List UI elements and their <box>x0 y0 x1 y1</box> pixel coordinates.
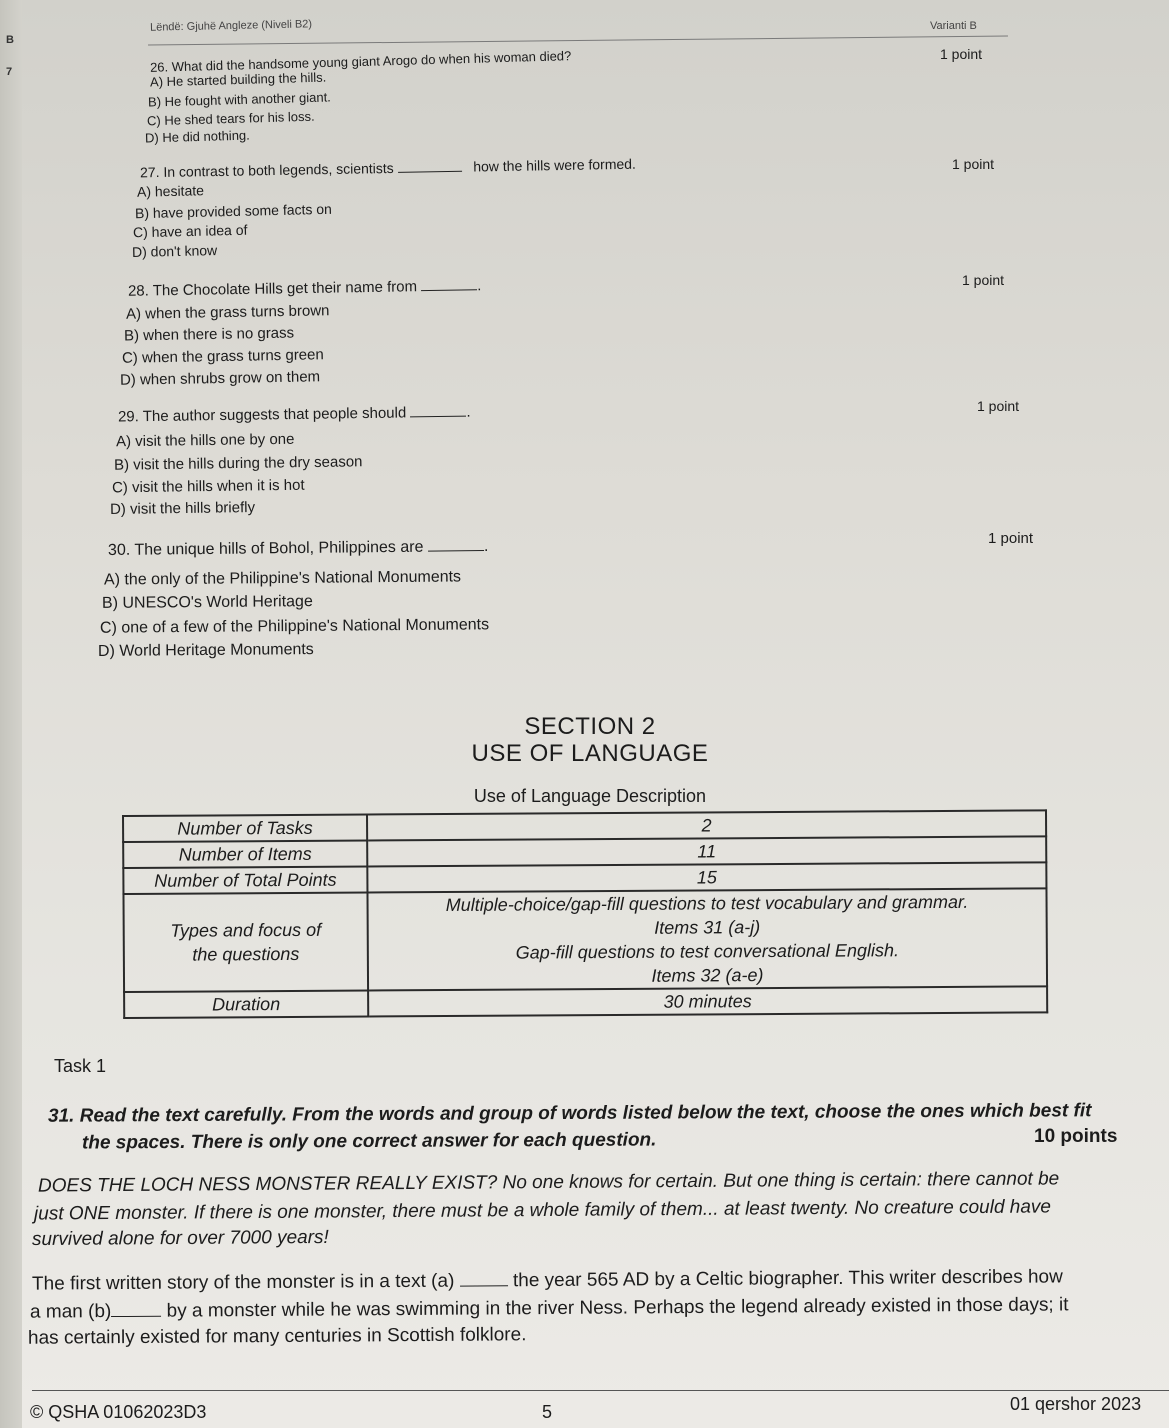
question-26-points: 1 point <box>940 46 983 62</box>
task-label: Task 1 <box>54 1056 107 1076</box>
question-30-option-c[interactable]: C) one of a few of the Philippine's National Monuments <box>99 616 490 637</box>
question-28-points: 1 point <box>962 272 1005 288</box>
question-30-stem <box>108 538 489 560</box>
table-cell-label <box>123 893 368 992</box>
header-subject: Lëndë: Gjuhë Angleze (Niveli B2) <box>149 18 313 34</box>
question-26-stem: 26. What did the handsome young giant Arogo do when his woman died? <box>149 48 572 75</box>
section-title: USE OF LANGUAGE <box>471 740 709 767</box>
use-of-language-table <box>122 809 1048 1019</box>
types-label-line: Types and focus of <box>170 919 322 941</box>
question-27-blank <box>397 159 461 173</box>
table-cell-value: 11 <box>367 836 1046 866</box>
question-28-option-a[interactable]: A) when the grass turns brown <box>125 302 330 323</box>
spine-mark: B <box>6 34 14 46</box>
question-28-blank <box>421 277 477 291</box>
task-points: 10 points <box>1034 1126 1118 1147</box>
intro-line-3: survived alone for over 7000 years! <box>31 1226 329 1251</box>
question-26-option-b[interactable]: B) He fought with another giant. <box>147 89 332 110</box>
question-27-stem-end: how the hills were formed. <box>473 155 637 175</box>
task-instruction-line-1: 31. Read the text carefully. From the words and group of words listed below the text, choose the ones which best fit <box>47 1100 1092 1127</box>
gap-a-blank[interactable] <box>460 1273 508 1286</box>
question-27-stem <box>140 156 636 181</box>
question-29-option-c[interactable]: C) visit the hills when it is hot <box>111 476 305 497</box>
types-value-line: Items 32 (a-e) <box>651 965 764 986</box>
types-value-line: Gap-fill questions to test conversational English. <box>515 940 899 963</box>
header-variant: Varianti B <box>930 20 977 32</box>
question-30-option-b[interactable]: B) UNESCO's World Heritage <box>101 593 313 612</box>
types-label-line: the questions <box>192 943 300 965</box>
question-28-stem-end: . <box>477 277 482 295</box>
table-row <box>124 986 1047 1018</box>
question-28-option-c[interactable]: C) when the grass turns green <box>121 346 324 367</box>
table-cell-value <box>367 888 1047 990</box>
footer-code: © QSHA 01062023D3 <box>30 1402 207 1422</box>
task-instruction-line-2: the spaces. There is only one correct answer for each question. <box>81 1129 657 1154</box>
table-cell-value: 30 minutes <box>368 986 1047 1016</box>
question-29-blank <box>410 404 466 418</box>
types-value-line: Items 31 (a-j) <box>654 917 761 938</box>
types-value-line: Multiple-choice/gap-fill questions to test vocabulary and grammar. <box>445 891 969 916</box>
question-26-option-c[interactable]: C) He shed tears for his loss. <box>146 108 315 129</box>
question-29-option-a[interactable]: A) visit the hills one by one <box>115 430 295 451</box>
question-29-option-b[interactable]: B) visit the hills during the dry season <box>113 453 363 474</box>
question-27-option-c[interactable]: C) have an idea of <box>132 221 248 241</box>
table-cell-value: 15 <box>367 862 1046 892</box>
table-row <box>123 888 1047 992</box>
question-30-points: 1 point <box>988 530 1034 547</box>
table-cell-label: Number of Total Points <box>123 867 367 894</box>
intro-line-2: just ONE monster. If there is one monster, there must be a whole family of them... at least twenty. No creature could have <box>33 1196 1052 1225</box>
spine-mark: 7 <box>6 66 13 78</box>
exam-page <box>22 0 1169 1428</box>
question-29-stem-start: 29. The author suggests that people should <box>117 404 407 426</box>
question-29-option-d[interactable]: D) visit the hills briefly <box>109 498 256 519</box>
question-27-stem-start: 27. In contrast to both legends, scientists <box>139 159 394 181</box>
question-30-option-a[interactable]: A) the only of the Philippine's National Monuments <box>103 568 462 589</box>
question-26-option-a[interactable]: A) He started building the hills. <box>149 69 327 90</box>
question-26-option-d[interactable]: D) He did nothing. <box>144 127 250 146</box>
page-number: 5 <box>542 1402 553 1422</box>
question-28-option-b[interactable]: B) when there is no grass <box>123 324 295 345</box>
question-29-points: 1 point <box>977 398 1020 414</box>
question-27-points: 1 point <box>952 156 995 172</box>
table-cell-value: 2 <box>367 810 1046 840</box>
table-cell-label: Duration <box>124 991 368 1018</box>
table-cell-label: Number of Tasks <box>123 815 367 842</box>
question-30-stem-start: 30. The unique hills of Bohol, Philippines are <box>107 538 424 559</box>
paragraph-text: the year 565 AD by a Celtic biographer. This writer describes how <box>512 1266 1063 1292</box>
question-30-blank <box>428 538 484 552</box>
section-number: SECTION 2 <box>524 713 656 740</box>
question-28-option-d[interactable]: D) when shrubs grow on them <box>119 368 321 389</box>
question-27-option-a[interactable]: A) hesitate <box>136 182 205 200</box>
question-30-stem-end: . <box>483 538 489 556</box>
table-title: Use of Language Description <box>473 786 707 806</box>
footer-date: 01 qershor 2023 <box>1010 1394 1142 1414</box>
paragraph-text: a man (b) <box>29 1301 112 1323</box>
question-29-stem <box>118 404 471 426</box>
question-30-option-d[interactable]: D) World Heritage Monuments <box>97 641 314 660</box>
paragraph-text: The first written story of the monster is in a text (a) <box>31 1270 455 1295</box>
gap-b-blank[interactable] <box>111 1304 161 1317</box>
footer-rule <box>32 1390 1169 1391</box>
question-29-stem-end: . <box>466 403 471 421</box>
intro-line-1: DOES THE LOCH NESS MONSTER REALLY EXIST? No one knows for certain. But one thing is certain: there cannot be <box>37 1168 1060 1197</box>
paragraph-line-3: has certainly existed for many centuries in Scottish folklore. <box>27 1324 527 1349</box>
paragraph-text: by a monster while he was swimming in the river Ness. Perhaps the legend already existed in those days; it <box>166 1294 1069 1322</box>
question-27-option-b[interactable]: B) have provided some facts on <box>134 200 333 222</box>
question-28-stem-start: 28. The Chocolate Hills get their name from <box>127 278 418 300</box>
table-cell-label: Number of Items <box>123 841 367 868</box>
question-27-option-d[interactable]: D) don't know <box>131 242 218 260</box>
header-rule <box>148 35 1008 45</box>
question-28-stem <box>128 277 482 300</box>
